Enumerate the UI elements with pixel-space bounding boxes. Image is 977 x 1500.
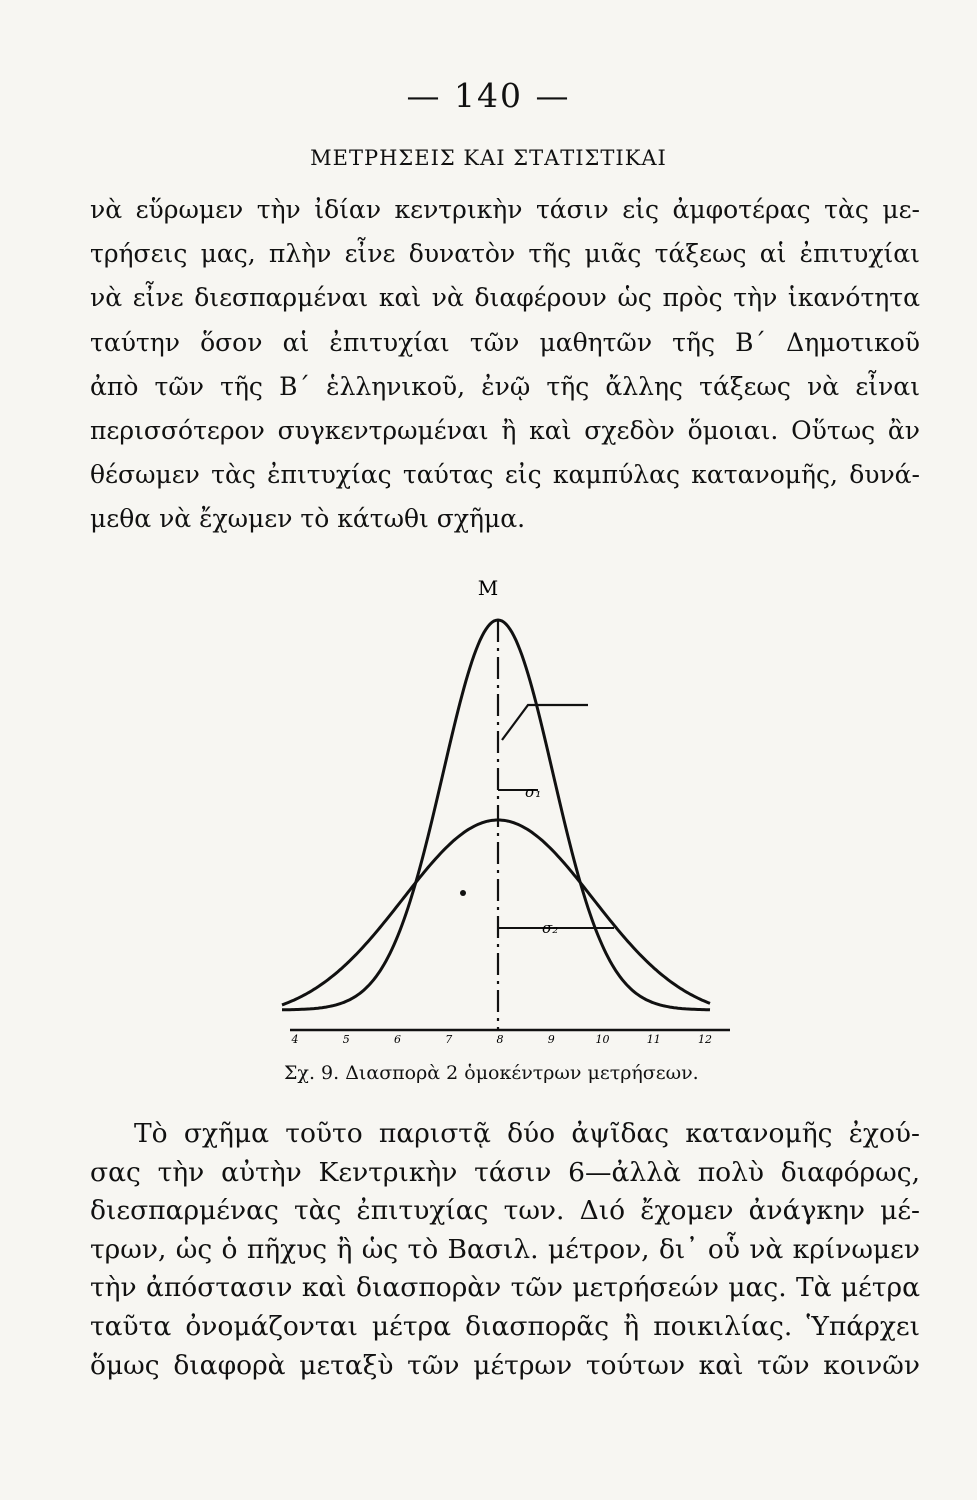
running-head: ΜΕΤΡΗΣΕΙΣ ΚΑΙ ΣΤΑΤΙΣΤΙΚΑΙ (310, 146, 667, 170)
text-line: μεθα νὰ ἔχωμεν τὸ κάτωθι σχῆμα. (90, 504, 526, 534)
text-line: διεσπαρμένας τὰς ἐπιτυχίας των. Διό ἔχομεν ἀνάγκην μέ- (90, 1195, 920, 1227)
x-tick-label: 5 (342, 1033, 350, 1046)
text-line: Τὸ σχῆμα τοῦτο παριστᾷ δύο ἀψῖδας κατανομῆς ἐχού- (134, 1118, 920, 1149)
mean-label: M (477, 576, 499, 600)
x-tick-label: 6 (394, 1033, 401, 1046)
text-line: νὰ εἶνε διεσπαρμέναι καὶ νὰ διαφέρουν ὡς πρὸς τὴν ἱκανότητα (90, 283, 920, 313)
sigma1-label: σ₁ (525, 783, 542, 801)
text-line: τρήσεις μας, πλὴν εἶνε δυνατὸν τῆς μιᾶς τάξεως αἱ ἐπιτυχίαι (90, 239, 920, 269)
text-line: ὅμως διαφορὰ μεταξὺ τῶν μέτρων τούτων καὶ τῶν κοινῶν (90, 1349, 920, 1381)
x-tick-labels (291, 1033, 713, 1046)
text-line: νὰ εὕρωμεν τὴν ἰδίαν κεντρικὴν τάσιν εἰς ἀμφοτέρας τὰς με- (90, 195, 920, 224)
sigma2-label: σ₂ (542, 919, 559, 937)
paragraph-2 (90, 1115, 920, 1385)
text-line: τὴν ἀπόστασιν καὶ διασπορὰν τῶν μετρήσεών μας. Τὰ μέτρα (90, 1272, 920, 1304)
narrow-distribution-curve (282, 620, 710, 1010)
x-tick-label: 8 (496, 1033, 504, 1046)
x-tick-label: 9 (547, 1033, 555, 1046)
x-tick-label: 10 (595, 1033, 610, 1046)
text-line: ταῦτα ὀνομάζονται μέτρα διασπορᾶς ἢ ποικιλίας. Ὑπάρχει (90, 1310, 920, 1342)
text-line: σας τὴν αὐτὴν Κεντρικὴν τάσιν 6—ἀλλὰ πολὺ διαφόρως, (90, 1156, 920, 1188)
distribution-curves-diagram (270, 565, 740, 1105)
x-tick-label: 12 (698, 1033, 712, 1046)
dot-mark (460, 890, 466, 896)
x-tick-label: 7 (445, 1033, 453, 1046)
distribution-figure (270, 565, 740, 1105)
text-line: περισσότερον συγκεντρωμέναι ἢ καὶ σχεδὸν ὅμοιαι. Οὕτως ἂν (90, 416, 920, 446)
x-tick-label: 4 (291, 1033, 299, 1046)
paragraph-1 (90, 188, 920, 542)
text-line: θέσωμεν τὰς ἐπιτυχίας ταύτας εἰς καμπύλας κατανομῆς, δυνά- (90, 460, 920, 490)
figure-caption: Σχ. 9. Διασπορὰ 2 ὁμοκέντρων μετρήσεων. (284, 1062, 699, 1084)
x-tick-label: 11 (646, 1033, 661, 1046)
wide-distribution-curve (282, 820, 710, 1005)
text-line: ἀπὸ τῶν τῆς Β΄ ἑλληνικοῦ, ἐνῷ τῆς ἄλλης τάξεως νὰ εἶναι (90, 371, 920, 401)
page-number: — 140 — (406, 76, 571, 115)
text-line: τρων, ὡς ὁ πῆχυς ἢ ὡς τὸ Βασιλ. μέτρον, δι᾽ οὗ νὰ κρίνωμεν (90, 1233, 920, 1265)
text-line: ταύτην ὅσον αἱ ἐπιτυχίαι τῶν μαθητῶν τῆς Β΄ Δημοτικοῦ (90, 327, 920, 357)
